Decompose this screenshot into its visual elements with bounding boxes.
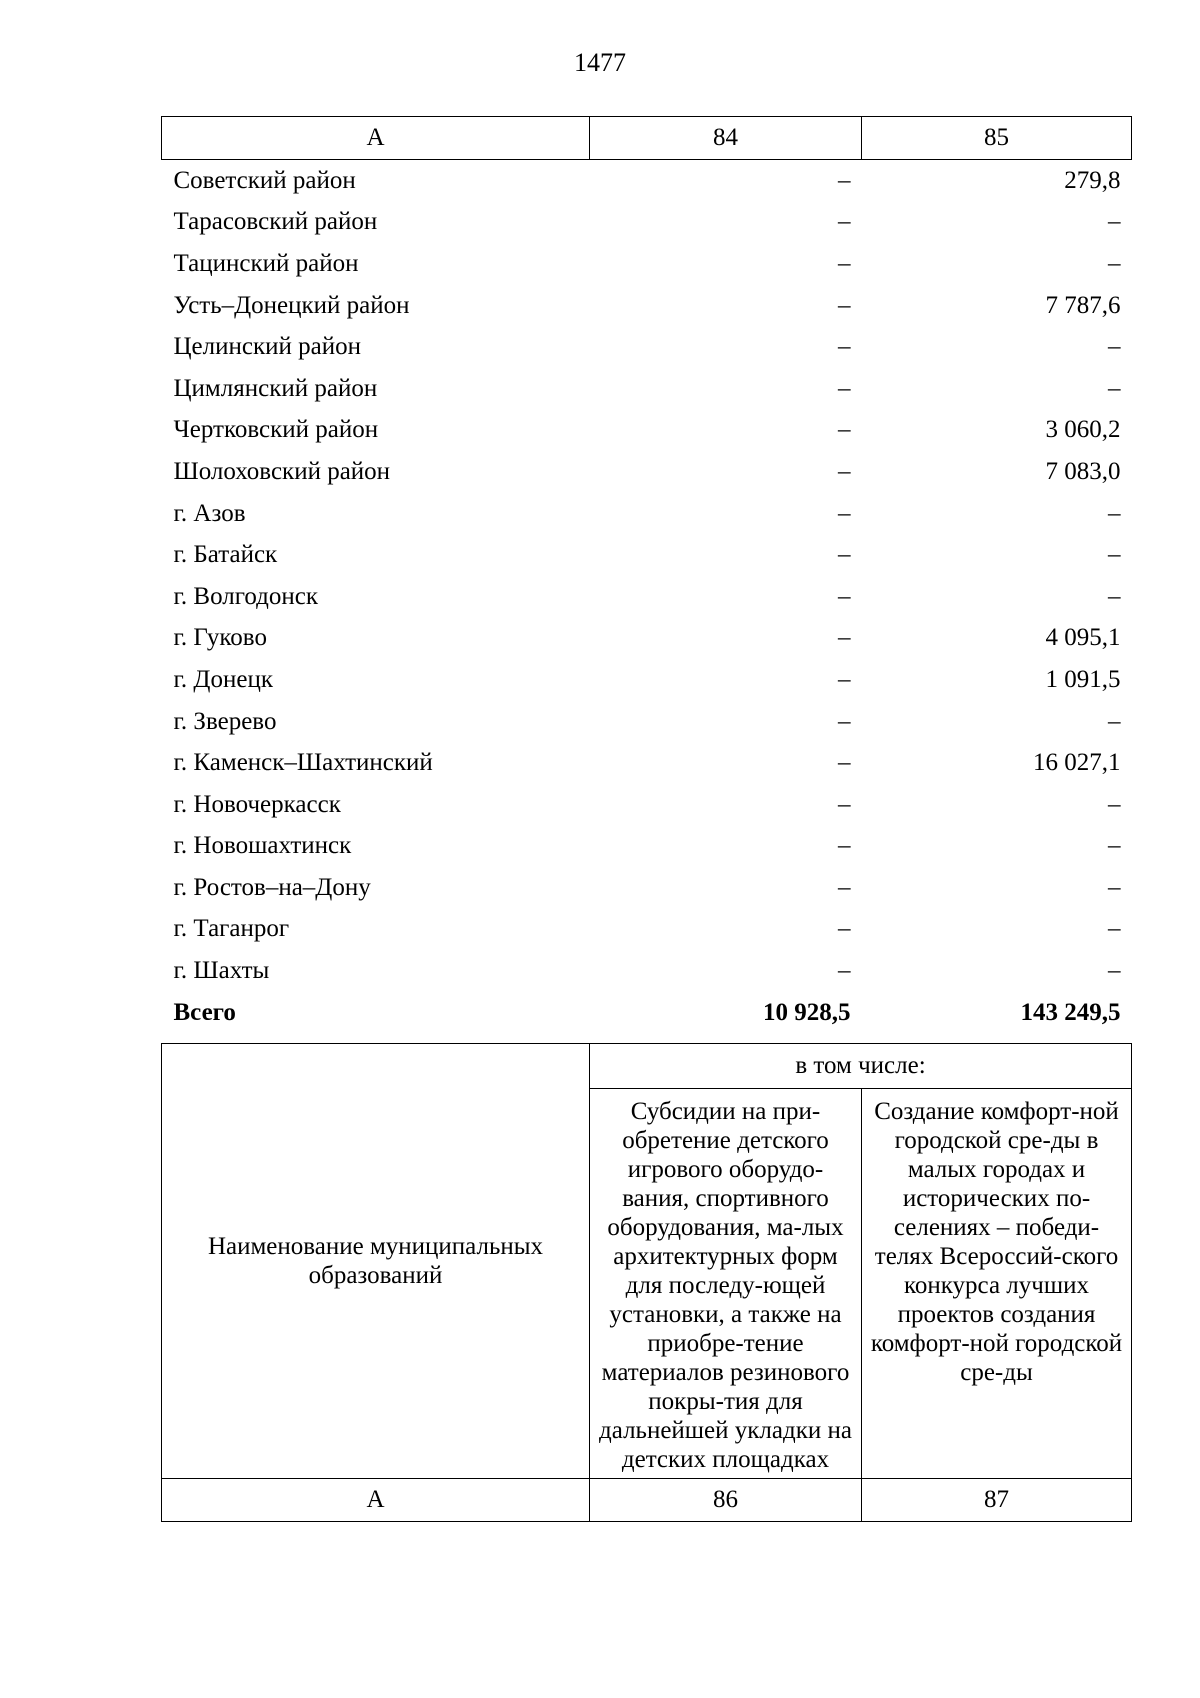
- value-col-85: –: [1108, 541, 1121, 569]
- value-col-84: –: [838, 707, 851, 735]
- value-col-85: –: [1108, 249, 1121, 277]
- value-col-85: –: [1108, 582, 1121, 610]
- value-col-84: –: [838, 873, 851, 901]
- table-footer-row: [162, 1479, 1132, 1522]
- table-row: [162, 243, 1132, 285]
- value-col-84: –: [838, 374, 851, 402]
- table-row: [162, 950, 1132, 992]
- value-col-85: 279,8: [1064, 166, 1121, 194]
- value-col-84: –: [838, 416, 851, 444]
- table-row: [162, 784, 1132, 826]
- value-col-85: –: [1108, 873, 1121, 901]
- municipality-name: г. Волгодонск: [173, 582, 319, 610]
- table-header-row: [162, 117, 1132, 160]
- value-col-85: –: [1108, 790, 1121, 818]
- value-col-85: –: [1108, 915, 1121, 943]
- footer-col-87: 87: [862, 1479, 1132, 1522]
- value-col-85: –: [1108, 499, 1121, 527]
- value-col-84: –: [838, 665, 851, 693]
- municipality-name: Шолоховский район: [173, 457, 391, 485]
- municipality-name: Тарасовский район: [173, 208, 378, 236]
- table-row: [162, 742, 1132, 784]
- table-row: [162, 576, 1132, 618]
- table-row: [162, 160, 1132, 202]
- value-col-85: 4 095,1: [1045, 624, 1121, 652]
- value-col-84: –: [838, 166, 851, 194]
- value-col-85: –: [1108, 208, 1121, 236]
- value-col-84: –: [838, 249, 851, 277]
- value-col-85: 16 027,1: [1033, 749, 1121, 777]
- budget-table-top: [161, 116, 1132, 1033]
- municipality-name: г. Батайск: [173, 541, 278, 569]
- table-row: [162, 909, 1132, 951]
- table-row: [162, 410, 1132, 452]
- municipality-name: г. Новочеркасск: [173, 790, 341, 818]
- municipality-name: Чертковский район: [173, 416, 379, 444]
- municipality-name: г. Зверево: [173, 707, 277, 735]
- table-row: [162, 618, 1132, 660]
- municipality-name: Усть–Донецкий район: [173, 291, 410, 319]
- table-row: [162, 326, 1132, 368]
- municipality-name: г. Азов: [173, 499, 246, 527]
- table-row: [162, 826, 1132, 868]
- budget-table-bottom-header: [161, 1043, 1132, 1522]
- page-number: 1477: [574, 48, 626, 77]
- header-col-a: А: [162, 117, 590, 160]
- footer-col-a: А: [162, 1479, 590, 1522]
- value-col-85: 143 249,5: [1020, 998, 1121, 1026]
- total-row: [162, 992, 1132, 1034]
- municipality-name: Целинский район: [173, 333, 361, 361]
- value-col-85: 7 083,0: [1045, 457, 1121, 485]
- col87-header: Создание комфорт-ной городской сре-ды в малых городах и исторических по-селениях – победи-телях Всероссий-ского конкурса лучших проектов создания комфорт-ной городской сре-ды: [862, 1089, 1132, 1479]
- value-col-85: –: [1108, 832, 1121, 860]
- table-row: [162, 285, 1132, 327]
- value-col-84: –: [838, 582, 851, 610]
- value-col-85: –: [1108, 957, 1121, 985]
- value-col-84: –: [838, 457, 851, 485]
- municipality-name: Цимлянский район: [173, 374, 378, 402]
- value-col-85: 7 787,6: [1045, 291, 1121, 319]
- value-col-84: –: [838, 541, 851, 569]
- municipality-name: г. Донецк: [173, 665, 273, 693]
- value-col-84: –: [838, 291, 851, 319]
- value-col-84: –: [838, 749, 851, 777]
- table-row: [162, 867, 1132, 909]
- table-row: [162, 368, 1132, 410]
- value-col-84: –: [838, 915, 851, 943]
- municipality-name: Всего: [173, 998, 236, 1026]
- value-col-84: –: [838, 624, 851, 652]
- table-row: [162, 202, 1132, 244]
- value-col-84: –: [838, 790, 851, 818]
- col86-header: Субсидии на при-обретение детского игрового оборудо-вания, спортивного оборудования, ма-лых архитектурных форм для последу-ющей установки, а также на приобре-тение материалов резинового покры-тия для дальнейшей укладки на детских площадках: [590, 1089, 862, 1479]
- municipality-name-header: Наименование муниципальных образований: [162, 1044, 590, 1479]
- table-row: [162, 701, 1132, 743]
- value-col-85: –: [1108, 333, 1121, 361]
- including-group-header: в том числе:: [590, 1044, 1132, 1089]
- value-col-84: –: [838, 499, 851, 527]
- municipality-name: Советский район: [173, 166, 356, 194]
- value-col-84: –: [838, 832, 851, 860]
- value-col-85: 1 091,5: [1045, 665, 1121, 693]
- value-col-85: –: [1108, 707, 1121, 735]
- value-col-85: 3 060,2: [1045, 416, 1121, 444]
- header-col-85: 85: [862, 117, 1132, 160]
- table-body: [162, 160, 1132, 1034]
- municipality-name: г. Каменск–Шахтинский: [173, 749, 433, 777]
- value-col-84: 10 928,5: [763, 998, 851, 1026]
- footer-col-86: 86: [590, 1479, 862, 1522]
- table-row: [162, 659, 1132, 701]
- value-col-84: –: [838, 957, 851, 985]
- table-row: [162, 534, 1132, 576]
- municipality-name: г. Гуково: [173, 624, 267, 652]
- table-row: [162, 451, 1132, 493]
- municipality-name: Тацинский район: [173, 249, 359, 277]
- municipality-name: г. Шахты: [173, 957, 270, 985]
- municipality-name: г. Новошахтинск: [173, 832, 352, 860]
- municipality-name: г. Таганрог: [173, 915, 290, 943]
- value-col-84: –: [838, 208, 851, 236]
- municipality-name: г. Ростов–на–Дону: [173, 873, 371, 901]
- header-col-84: 84: [590, 117, 862, 160]
- table-row: [162, 493, 1132, 535]
- value-col-85: –: [1108, 374, 1121, 402]
- value-col-84: –: [838, 333, 851, 361]
